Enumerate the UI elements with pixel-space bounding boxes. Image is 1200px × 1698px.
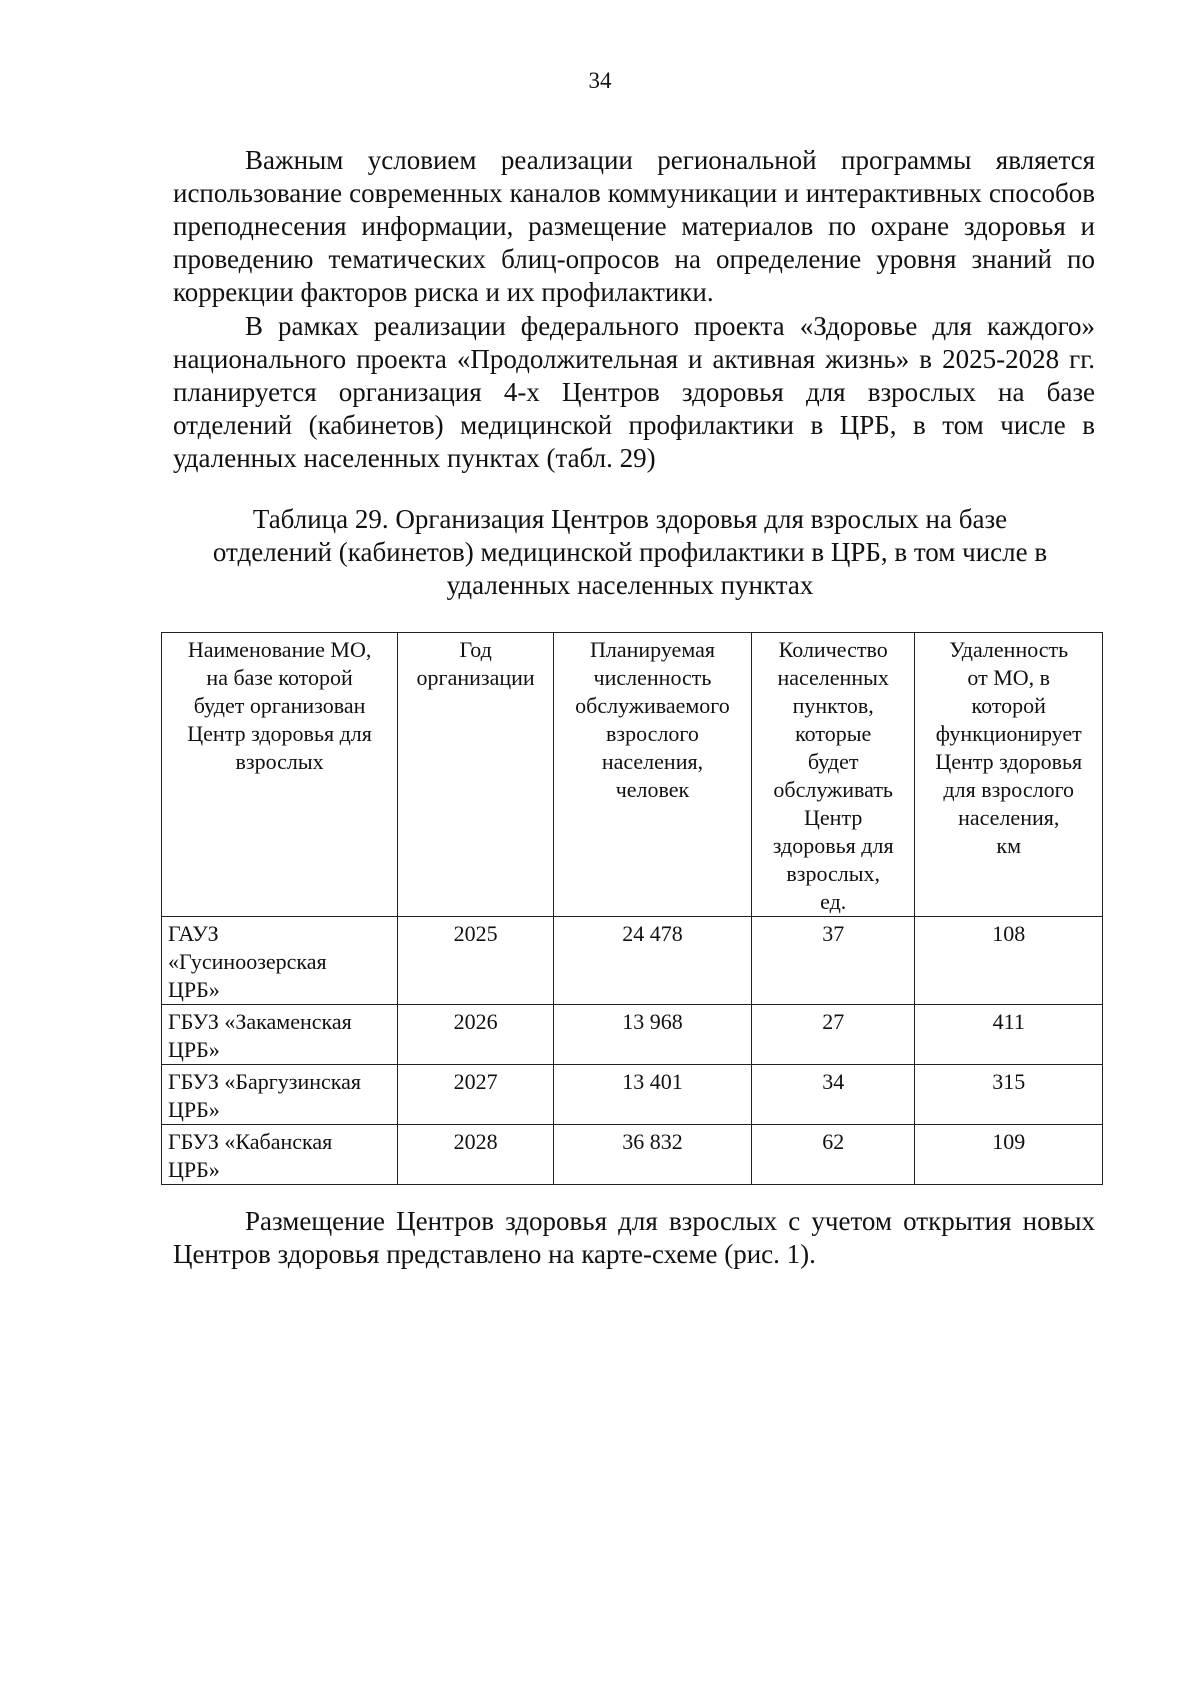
cell-line: ГБУЗ «Закаменская bbox=[168, 1009, 352, 1034]
cell-line: ЦРБ» bbox=[168, 1097, 220, 1122]
table-row bbox=[162, 917, 1103, 1005]
header-line: которой bbox=[971, 693, 1046, 718]
cell-population: 36 832 bbox=[554, 1125, 752, 1185]
header-line: пунктов, bbox=[792, 693, 874, 718]
header-line: обслуживаемого bbox=[575, 693, 730, 718]
header-distance bbox=[915, 633, 1103, 917]
header-line: численность bbox=[593, 665, 712, 690]
table-caption-line: Таблица 29. Организация Центров здоровья для взрослых на базе bbox=[252, 504, 1008, 534]
header-line: Год bbox=[459, 637, 492, 662]
header-line: на базе которой bbox=[206, 665, 353, 690]
header-population bbox=[554, 633, 752, 917]
table-row bbox=[162, 1065, 1103, 1125]
header-line: для взрослого bbox=[943, 777, 1075, 802]
header-line: Центр здоровья bbox=[935, 749, 1083, 774]
header-line: от МО, в bbox=[967, 665, 1051, 690]
cell-line: ГБУЗ «Кабанская bbox=[168, 1129, 333, 1154]
header-line: обслуживать bbox=[773, 777, 893, 802]
header-line: организации bbox=[416, 665, 535, 690]
cell-distance: 411 bbox=[915, 1005, 1103, 1065]
cell-distance: 109 bbox=[915, 1125, 1103, 1185]
table-row bbox=[162, 1125, 1103, 1185]
paragraph-map-reference: Размещение Центров здоровья для взрослых с учетом открытия новых Центров здоровья представлено на карте-схеме (рис. 1). bbox=[173, 1206, 1095, 1269]
cell-mo-name bbox=[162, 1065, 398, 1125]
cell-mo-name bbox=[162, 1125, 398, 1185]
cell-year: 2028 bbox=[398, 1125, 554, 1185]
header-line: взрослых, bbox=[786, 861, 881, 886]
header-mo-name bbox=[162, 633, 398, 917]
header-line: ед. bbox=[820, 889, 847, 914]
cell-line: ГБУЗ «Баргузинская bbox=[168, 1069, 362, 1094]
cell-year: 2026 bbox=[398, 1005, 554, 1065]
header-line: Удаленность bbox=[949, 637, 1069, 662]
table-header-row bbox=[162, 633, 1103, 917]
paragraph-program-condition: Важным условием реализации региональной программы является использование современных каналов коммуникации и интерактивных способов преподнесения информации, размещение материалов по охране здоровья и проведению тематических блиц-опросов на определение уровня знаний по коррекции факторов риска и их профилактики. bbox=[173, 145, 1095, 307]
header-line: км bbox=[996, 833, 1022, 858]
cell-year: 2027 bbox=[398, 1065, 554, 1125]
table-row bbox=[162, 1005, 1103, 1065]
header-settlements bbox=[751, 633, 915, 917]
cell-line: ЦРБ» bbox=[168, 977, 220, 1002]
header-line: взрослого bbox=[606, 721, 699, 746]
health-centers-table bbox=[161, 632, 1103, 1185]
header-line: здоровья для bbox=[772, 833, 894, 858]
header-line: Центр bbox=[804, 805, 863, 830]
header-line: Планируемая bbox=[589, 637, 715, 662]
cell-mo-name bbox=[162, 917, 398, 1005]
cell-population: 13 968 bbox=[554, 1005, 752, 1065]
cell-population: 13 401 bbox=[554, 1065, 752, 1125]
cell-line: ЦРБ» bbox=[168, 1157, 220, 1182]
cell-distance: 108 bbox=[915, 917, 1103, 1005]
header-line: которые bbox=[795, 721, 872, 746]
header-line: Количество bbox=[778, 637, 888, 662]
cell-line: ГАУЗ bbox=[168, 921, 219, 946]
cell-settlements: 34 bbox=[751, 1065, 915, 1125]
table-caption-line: удаленных населенных пунктах bbox=[446, 570, 814, 600]
cell-settlements: 62 bbox=[751, 1125, 915, 1185]
header-line: человек bbox=[615, 777, 690, 802]
page-number: 34 bbox=[588, 68, 612, 93]
cell-population: 24 478 bbox=[554, 917, 752, 1005]
header-line: взрослых bbox=[235, 749, 324, 774]
cell-mo-name bbox=[162, 1005, 398, 1065]
cell-settlements: 27 bbox=[751, 1005, 915, 1065]
cell-year: 2025 bbox=[398, 917, 554, 1005]
header-line: будет bbox=[807, 749, 859, 774]
cell-settlements: 37 bbox=[751, 917, 915, 1005]
header-line: функционирует bbox=[935, 721, 1082, 746]
cell-distance: 315 bbox=[915, 1065, 1103, 1125]
header-line: Наименование МО, bbox=[187, 637, 372, 662]
header-line: будет организован bbox=[193, 693, 366, 718]
paragraph-federal-project: В рамках реализации федерального проекта «Здоровье для каждого» национального проекта «Продолжительная и активная жизнь» в 2025-2028 гг. планируется организация 4-х Центров здоровья для взрослых на базе отделений (кабинетов) медицинской профилактики в ЦРБ, в том числе в удаленных населенных пунктах (табл. 29) bbox=[173, 311, 1095, 473]
cell-line: ЦРБ» bbox=[168, 1037, 220, 1062]
header-year bbox=[398, 633, 554, 917]
table-caption-line: отделений (кабинетов) медицинской профилактики в ЦРБ, в том числе в bbox=[212, 537, 1048, 567]
cell-line: «Гусиноозерская bbox=[168, 949, 327, 974]
header-line: населенных bbox=[777, 665, 889, 690]
header-line: населения, bbox=[958, 805, 1060, 830]
table-caption bbox=[140, 503, 1120, 602]
header-line: населения, bbox=[601, 749, 704, 774]
header-line: Центр здоровья для bbox=[187, 721, 372, 746]
